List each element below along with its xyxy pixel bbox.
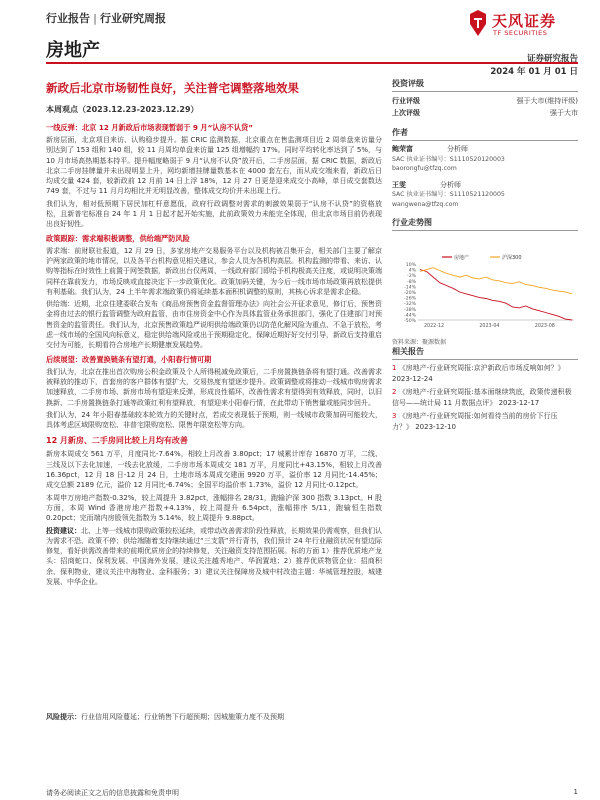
y-tick-label: -20% xyxy=(404,291,416,296)
logo-icon xyxy=(468,10,488,36)
author-card xyxy=(392,145,578,174)
related-reports xyxy=(392,346,578,432)
related-report-item[interactable] xyxy=(392,387,578,408)
risk-warning xyxy=(46,712,382,722)
main-column xyxy=(46,104,382,589)
related-report-item[interactable] xyxy=(392,363,578,384)
section-heading-data: 12 月新房、二手房同比较上月均有改善 xyxy=(46,436,188,446)
section-heading-outlook: 后续展望：改善置换链条有望打通，小阳春行情可期 xyxy=(46,354,212,364)
related-report-number: 2 xyxy=(392,388,399,396)
x-tick-label: 2023-08 xyxy=(534,324,555,329)
legend-label: 房地产 xyxy=(454,255,470,261)
author-email[interactable]: baorongfu@tfzq.com xyxy=(392,165,457,172)
previous-rating-label: 上次评级 xyxy=(392,109,420,117)
rating-heading: 投资评级 xyxy=(392,78,578,92)
industry-trend-chart xyxy=(392,252,578,334)
report-type: 证券研究报告 xyxy=(526,54,578,64)
section-heading-rebound: 一线反弹：北京 12 月新政后市场表现暂弱于 9 月“认房不认贷” xyxy=(46,123,253,132)
industry-rating-row xyxy=(392,95,578,107)
y-tick-label: -14% xyxy=(404,285,416,291)
paragraph-index-data: 本周申万房地产指数-0.32%，较上周提升 3.82pct，涨幅排名 28/31，跑输沪深 300 指数 3.13pct。H 股方面，本周 Wind 香港房地产指数+4.13%，较上周提升 6.54pct，涨幅排序 5/11，跑输恒生指数 0.20pct；完而端内房股领先指数为 5.14%，较上周提升 9.88pct。 xyxy=(46,493,382,523)
previous-rating-row xyxy=(392,107,578,119)
author-card xyxy=(392,181,578,210)
paragraph-supply-side: 供给端：近期，北京住建委联合发布《商品房预售资金监督管理办法》向社会公开征求意见，修订后，预售资金将由过去的银行监管调整为政府监管，由市住房资金中心作为具体监管业务承担部门，强化了住建部门对预售资金的监管责任。我们认为，北京预售政策趋严说明供给端政策仍以防范化解风险为重点、不急于放松，考虑一线市场的全国风向标意义，稳定供给端风险或出于预期稳定化，保障近期好好交付引导，新政后支持重启交付为可能，长期看符合房地产长期健康发展趋势。 xyxy=(46,300,382,350)
industry-rating-value: 强于大市(维持评级) xyxy=(516,97,578,105)
y-tick-label: -26% xyxy=(404,296,416,302)
y-tick-label: 4% xyxy=(408,268,416,274)
author-email[interactable]: wangwena@tfzq.com xyxy=(392,200,459,208)
section-heading-policy: 政策跟踪：需求端积极调整，供给端严防风险 xyxy=(46,233,190,243)
paragraph-transaction-data: 新房本周成交 561 万平，月度同比-7.64%，相较上月改善 3.80pct；17 城累计库存 16870 万平，二线、三线及以下去化加速，一线去化放缓，二手房市场本周成交 181 万平，月度同比+43.15%，相较上月改善 16.36pct，12 月 18 日-12 月 24 日，土地市场本周成交建面 9920 万平，溢价率 12 月同比-14.45%；成交总额 2189 亿元，溢价 12 月同比-6.74%；全国平均溢价率 1.73%，溢价 12 月同比-0.12pct。 xyxy=(46,450,382,490)
category-label: 行业报告 xyxy=(46,12,90,25)
company-logo xyxy=(468,8,578,42)
logo-text-en: TF SECURITIES xyxy=(493,29,548,37)
related-report-item[interactable] xyxy=(392,411,578,432)
invest-text: 北、上等一线城市限购政策较松延续，或带动改善需求阶段性释放，长期效果仍需观察，但我们认为需求不恐、政策不停；供给端随着支持继续通过“三支箭”并行背书，我们预计 24 年行业融资状况有望边际修复，看好供需改善带来的前期优质房企的持续修复，关注融资支持范围拓展。标的方面 1）推荐优质地产龙头：招商蛇口、保利发展、中国海外发展，建议关注越秀地产、华润置地；2）推荐优质物管企业：招商积余、保利物业，建议关注中海物业、金科服务；3）建议关注保障房及城中村改造主题：华城管理控股，城建发展、中华企业。 xyxy=(46,526,382,586)
report-title: 新政后北京市场韧性良好，关注普宅调整落地效果 xyxy=(46,81,299,95)
paragraph-demand-side: 需求端：前财联社报道，12 月 29 日，多家房地产交易服务平台以及机构被召集开会，相关部门主要了解京沪两家政策的地市情况，以及各平台机构意见相关建议，参会人员为各机构高层。机构监测的带看、来访、认购等指标在时效性上前置于网签数据，新政出台仅两周，一线政府部门即给予机构极高关注度，或说明决策端同样在靠前发力，市场反映或直接决定下一步政策优化。政策加码关键，为今后一线市场市场政策再放松提供有利基础。我们认为，24 上半年需求端政策仍将延续基本面积机调整的原则，其核心诉求是需求企稳。 xyxy=(46,246,382,296)
author-sac: SAC 执业证书编号：S1110521120005 xyxy=(392,191,505,198)
paragraph-outlook: 我们认为，北京在推出首次购房公积金政策及个人所得税减免政策后，二手房置换链条将有望打通。改善需求被释放的推动下，首套房的客户群体有望扩大，交易热度有望逐步提升。政策调整或将推动一线城市购房需求加速释放，二手房市场、新房市场有望迎来反弹，形成良性循环，改善性需求有望得到有效释放，同时，以旧换新、二手房置换链条打通等政策红利有望释放，有望迎来小阳春行情，在此带动下销售量或能同步回升。 xyxy=(46,367,382,407)
author-name: 鲍荣富 xyxy=(392,145,413,153)
series-line xyxy=(420,270,572,320)
previous-rating-value: 强于大市 xyxy=(550,109,578,117)
industry-rating-label: 行业评级 xyxy=(392,97,420,105)
author-name: 王雯 xyxy=(392,180,406,189)
related-report-number: 3 xyxy=(392,412,399,420)
sidebar xyxy=(392,78,578,234)
x-tick-label: 2022-12 xyxy=(424,324,445,329)
footer-disclaimer: 请务必阅读正文之后的信息披露和免责申明 xyxy=(46,789,179,797)
logo-text-cn: 天风证券 xyxy=(492,12,557,30)
y-tick-label: -38% xyxy=(404,307,416,313)
y-tick-label: -2% xyxy=(407,274,416,280)
report-date: 2024 年 01 月 01 日 xyxy=(490,67,578,77)
week-period: 本周观点（2023.12.23-2023.12.29） xyxy=(46,105,199,114)
series-line xyxy=(420,268,572,294)
x-tick-label: 2023-04 xyxy=(479,324,500,329)
related-heading: 相关报告 xyxy=(392,346,578,360)
author-role: 分析师 xyxy=(447,145,468,153)
risk-label: 风险提示： xyxy=(46,713,81,721)
chart-y-axis xyxy=(404,262,574,324)
invest-label: 投资建议： xyxy=(46,526,81,535)
chart-source: 资料来源：聚源数据 xyxy=(392,339,447,346)
trend-heading: 行业走势图 xyxy=(392,217,578,231)
author-role: 分析师 xyxy=(440,180,461,189)
chart-x-axis xyxy=(424,323,555,329)
paragraph-outlook-2: 我们认为，24 年小阳春基础较本轮效力的关键时点，若成交表现低于预期，则一线城市政策加码可能较大，具体考虑区域限购宽松、非普宅限购宽松、限售年限宽松等方向。 xyxy=(46,410,382,430)
paragraph-opinion: 我们认为，相对低预期下居民加杠杆意愿低，政府行政调整对需求的刺激效果弱于“认房不认贷”的资格放松，且新普宅标准自 24 年 1 月 1 日起才起开始实施，此前政策效力未能完全体现，但北京市场目前仍表现出良好韧性。 xyxy=(46,199,382,229)
sector-title: 房地产 xyxy=(46,40,100,61)
author-sac: SAC 执业证书编号：S1110520120003 xyxy=(392,155,505,163)
related-list xyxy=(392,363,578,432)
header-divider xyxy=(46,62,578,64)
related-report-text: 《房地产-行业研究周报:京沪新政后市场反响如何？》 2023-12-24 xyxy=(392,364,565,383)
y-tick-label: 10% xyxy=(405,263,416,268)
risk-text: 行业信用风险蔓延；行业销售下行超预期；因城施策力度不及预期 xyxy=(81,713,284,721)
y-tick-label: -32% xyxy=(404,302,416,308)
paragraph-new-homes: 新房层面，北京项目来访、认购稳步提升。据 CRIC 监测数据，北京重点在售监测项目近 2 周单盘来访量分别达到了 153 组和 140 组，较 11 月周均单盘来访量 125 组增幅约 17%。同时平均转化率达到了 5%，与 10 月市场高热期基本持平。提升幅度略弱于 9 月“认房不认贷”放开后，二手房层面，据 CRIC 数据，新政后北京二手房挂牌量并未出现明显上升，网均新增挂牌量数基本在 4000 套左右，而从成交端来看，新政后日均成交量 424 套，较新政前 12 月前 14 日上浮 18%，12 月 27 日更是迎来成交小高峰，单日成交套数达 749 套，不过与 11 月月均相比并无明显改善，整体成交均价并未出现上行。 xyxy=(46,136,382,196)
related-report-text: 《房地产-行业研究周报:如何看待当前的房价下行压力？》 2023-12-10 xyxy=(392,412,558,431)
related-report-text: 《房地产-行业研究周报:基本面继续筑底，政策传递积极信号——统计局 11 月数据点评》 2023-12-17 xyxy=(392,388,572,407)
chart-legend xyxy=(442,254,522,261)
related-report-number: 1 xyxy=(392,364,399,372)
legend-label: 沪深300 xyxy=(502,255,522,261)
y-tick-label: -44% xyxy=(404,313,416,319)
page-number: 1 xyxy=(573,788,578,796)
chart-series xyxy=(420,268,572,320)
y-tick-label: -8% xyxy=(407,279,416,285)
report-category xyxy=(46,10,166,26)
category-separator: | xyxy=(93,12,98,25)
authors-heading: 作者 xyxy=(392,127,578,141)
paragraph-investment-advice xyxy=(46,526,382,588)
subcategory-label: 行业研究周报 xyxy=(100,12,167,25)
y-tick-label: -50% xyxy=(404,319,416,324)
